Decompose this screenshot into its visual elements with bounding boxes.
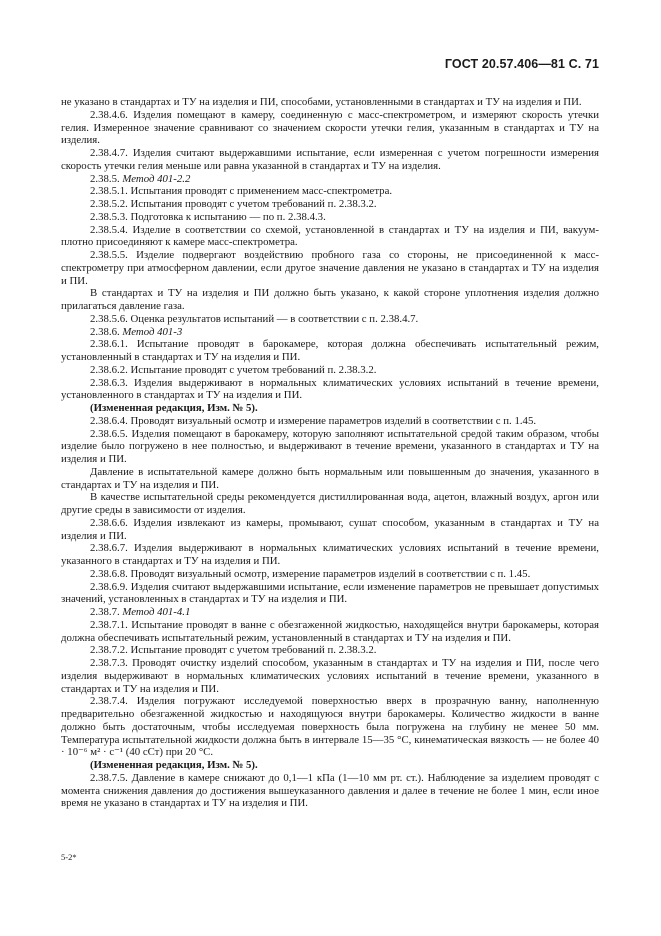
paragraph: 2.38.7.5. Давление в камере снижают до 0,1—1 кПа (1—10 мм рт. ст.). Наблюдение за изделием проводят с момента снижения давления до достижения вышеуказанного давления и далее в течение не более 1 мин, если иное время не указано в стандартах и ТУ на изделия и ПИ. [61, 771, 599, 810]
paragraph: 2.38.6.2. Испытание проводят с учетом требований п. 2.38.3.2. [90, 363, 377, 376]
paragraph: 2.38.6.6. Изделия извлекают из камеры, промывают, сушат способом, указанным в стандартах и ТУ на изделия и ПИ. [61, 516, 599, 542]
method-name: Метод 401-2.2 [122, 172, 191, 185]
paragraph: 2.38.7.1. Испытание проводят в ванне с обезгаженной жидкостью, находящейся внутри барокамеры, которая должна обеспечивать испытательный режим, установленный в стандартах и ТУ на изделия и ПИ. [61, 618, 599, 644]
page-header: ГОСТ 20.57.406—81 С. 71 [444, 57, 599, 71]
paragraph: 2.38.4.6. Изделия помещают в камеру, соединенную с масс-спектрометром, и измеряют скорость утечки гелия. Измеренное значение сравнивают со значением скорости утечки гелия, указанным в стандартах и ТУ на изделия. [61, 108, 599, 147]
paragraph: 2.38.5.3. Подготовка к испытанию — по п. 2.38.4.3. [90, 210, 326, 223]
paragraph: 2.38.5.5. Изделие подвергают воздействию пробного газа со стороны, не присоединенной к масс-спектрометру при атмосферном давлении, если другое значение давления не указано в стандартах и ТУ на изделия и ПИ. [61, 249, 599, 287]
paragraph: 2.38.6.9. Изделия считают выдержавшими испытание, если изменение параметров не превышает допустимых значений, установленных в стандартах и ТУ на изделия и ПИ. [61, 580, 599, 606]
page-footer: 5-2* [61, 852, 77, 862]
section-number: 2.38.5. [90, 172, 120, 185]
paragraph: 2.38.5.4. Изделие в соответствии со схемой, установленной в стандартах и ТУ на изделия и ПИ, вакуум-плотно присоединяют к камере масс-спектрометра. [61, 223, 599, 249]
method-name: Метод 401-3 [122, 325, 183, 338]
paragraph: 2.38.6.7. Изделия выдерживают в нормальных климатических условиях испытаний в течение времени, указанного в стандартах и ТУ на изделия и ПИ. [61, 542, 599, 567]
paragraph: 2.38.5.2. Испытания проводят с учетом требований п. 2.38.3.2. [90, 198, 377, 210]
paragraph: 2.38.4.7. Изделия считают выдержавшими испытание, если измеренная с учетом погрешности измерения скорость утечки гелия меньше или равна указанной в стандартах и ТУ на изделия. [61, 147, 599, 172]
paragraph: 2.38.6.1. Испытание проводят в барокамере, которая должна обеспечивать испытательный режим, установленный в стандартах и ТУ на изделия и ПИ. [61, 338, 599, 363]
amendment-note: (Измененная редакция, Изм. № 5). [90, 402, 258, 414]
paragraph: 2.38.7.3. Проводят очистку изделий способом, указанным в стандартах и ТУ на изделия и ПИ, после чего изделия выдерживают в нормальных климатических условиях испытаний в течение времени, указанного в стандартах и ТУ на изделия и ПИ. [61, 657, 599, 695]
paragraph: 2.38.6.5. Изделия помещают в барокамеру, которую заполняют испытательной средой таким образом, чтобы изделие было погружено в нее полностью, и выдерживают в течение времени, указанного в стандартах и ТУ на изделия и ПИ. [61, 427, 599, 465]
paragraph: 2.38.7.2. Испытание проводят с учетом требований п. 2.38.3.2. [90, 644, 377, 657]
section-number: 2.38.6. [90, 325, 120, 338]
method-heading [61, 173, 599, 186]
paragraph: 2.38.6.4. Проводят визуальный осмотр и измерение параметров изделий в соответствии с п. 1.45. [90, 414, 537, 427]
method-heading [61, 326, 599, 339]
paragraph: 2.38.5.1. Испытания проводят с применением масс-спектрометра. [90, 185, 393, 198]
section-number: 2.38.7. [90, 606, 120, 618]
paragraph: 2.38.5.6. Оценка результатов испытаний — в соответствии с п. 2.38.4.7. [90, 312, 419, 325]
paragraph: 2.38.6.3. Изделия выдерживают в нормальных климатических условиях испытаний в течение времени, установленного в стандартах и ТУ на изделия и ПИ. [61, 376, 599, 402]
paragraph: В стандартах и ТУ на изделия и ПИ должно быть указано, к какой стороне уплотнения изделия должно прилагаться давление газа. [61, 287, 599, 312]
paragraph: не указано в стандартах и ТУ на изделия и ПИ, способами, установленными в стандартах и ТУ на изделия и ПИ. [61, 96, 582, 108]
paragraph: 2.38.7.4. Изделия погружают исследуемой поверхностью вверх в прозрачную ванну, наполненную предварительно обезгаженной жидкостью и находящуюся внутри барокамеры. Количество жидкости в ванне должно быть достаточным, чтобы исследуемая поверхность была погружена на глубину не менее 50 мм. Температура испытательной жидкости должна быть в интервале 15—35 °С, кинематическая вязкость — не более 40 · 10⁻⁶ м² · с⁻¹ (40 сСт) при 20 °С. [61, 695, 599, 759]
method-heading [61, 606, 599, 619]
amendment-note: (Измененная редакция, Изм. № 5). [90, 759, 258, 771]
document-body [61, 96, 599, 810]
method-name: Метод 401-4.1 [122, 606, 191, 618]
paragraph: Давление в испытательной камере должно быть нормальным или повышенным до значения, указанного в стандартах и ТУ на изделия и ПИ. [61, 465, 599, 491]
paragraph: В качестве испытательной среды рекомендуется дистиллированная вода, ацетон, влажный воздух, аргон или другие среды в зависимости от изделия. [61, 491, 599, 516]
paragraph: 2.38.6.8. Проводят визуальный осмотр, измерение параметров изделий в соответствии с п. 1.45. [90, 567, 531, 580]
